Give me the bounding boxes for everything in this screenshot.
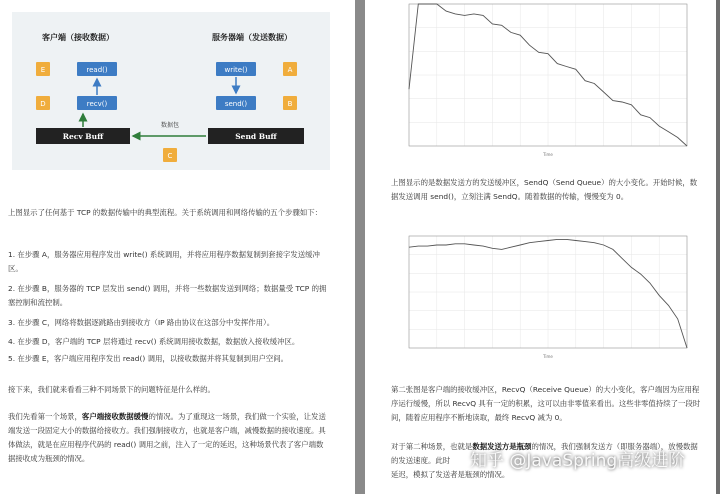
recvq-chart-svg [395,230,695,360]
badge-d-label: D [40,100,46,108]
sendq-chart-svg [395,0,695,160]
scenario-prefix: 我们先看第一个场景， [8,412,82,421]
step-e: 5. 在步骤 E，客户端应用程序发出 read() 调用，以接收数据并将其复制到用户空间。 [8,354,289,363]
zhihu-watermark: 知乎 @JavaSpring高级进阶 [470,451,686,471]
send-label: send() [224,100,248,108]
send-buff-label: Send Buff [235,132,277,141]
client-title: 客户端（接收数据） [42,33,114,42]
recvq-xlabel: Time [543,354,553,359]
scenario2-prefix: 对于第二种场景，也就是 [391,442,473,451]
right-page [365,0,720,494]
scrollbar[interactable] [716,0,720,494]
step-d: 4. 在步骤 D，客户端的 TCP 层将通过 recv() 系统调用接收数据，数据放入接收缓冲区。 [8,337,300,346]
scenario2-bold: 数据发送方是瓶颈 [472,442,532,451]
sendq-paragraph: 上图显示的是数据发送方的发送缓冲区，SendQ（Send Queue）的大小变化。开始时候，数据发送调用 send()，立刻注满 SendQ。随着数据的传输，慢慢变为 0。 [391,178,698,201]
recvq-chart [395,230,695,360]
scenario-rest: 的情况。为了重现这一场景，我们做一个实验，让发送端发送一段固定大小的数据给接收方。我们强制接收方，也就是客户端，减慢数据的接收速度。具体做法，就是在应用程序代码的 read() 调用之前，注入了一定的延迟，这种场景代表了客户端数据接收成为瓶颈的情况。 [8,412,326,463]
step-b: 2. 在步骤 B，服务器的 TCP 层发出 send() 调用，并将一些数据发送到网络；数据量受 TCP 的拥塞控制和流控制。 [8,284,327,307]
read-label: read() [86,66,108,74]
badge-e-label: E [40,66,46,74]
server-title: 服务器端（发送数据） [212,33,292,42]
left-page [0,0,355,494]
write-label: write() [224,66,248,74]
scenario2-tail: 延迟，模拟了发送者是瓶颈的情况。 [391,470,510,479]
step-a: 1. 在步骤 A，服务器应用程序发出 write() 系统调用，并将应用程序数据复制到套接字发送缓冲区。 [8,250,320,273]
badge-b-label: B [287,100,293,108]
scenario-bold: 客户端接收数据缓慢 [81,412,149,421]
scenario-paragraph [8,410,330,466]
step-c: 3. 在步骤 C，网络将数据逐跳路由到接收方（IP 路由协议在这部分中发挥作用）。 [8,318,275,327]
scenario2-rest: 的情况，我们强制发送方（即服务器端），放慢数据的发送速度。此时 [391,442,698,465]
next-paragraph: 接下来，我们就来看看三种不同场景下的问题特征是什么样的。 [8,385,215,394]
packet-label: 数据包 [160,122,180,129]
recv-label: recv() [86,100,108,108]
badge-c-label: C [167,152,173,160]
badge-a-label: A [287,66,293,74]
recv-buff-label: Recv Buff [62,132,104,141]
diagram-svg [12,12,330,170]
sendq-xlabel: Time [543,152,553,157]
intro-paragraph: 上图显示了任何基于 TCP 的数据传输中的典型流程。关于系统调用和网络传输的五个步骤如下： [8,208,323,217]
recvq-paragraph: 第二张图是客户端的接收缓冲区，RecvQ（Receive Queue）的大小变化，客户端因为应用程序运行缓慢，所以 RecvQ 具有一定的积累，这可以由非零值来看出。这些非零值持续了一段时间，随着应用程序不断地读取，最终 RecvQ 减为 0。 [391,385,701,422]
tcp-flow-diagram [12,12,330,170]
sendq-chart [395,0,695,160]
